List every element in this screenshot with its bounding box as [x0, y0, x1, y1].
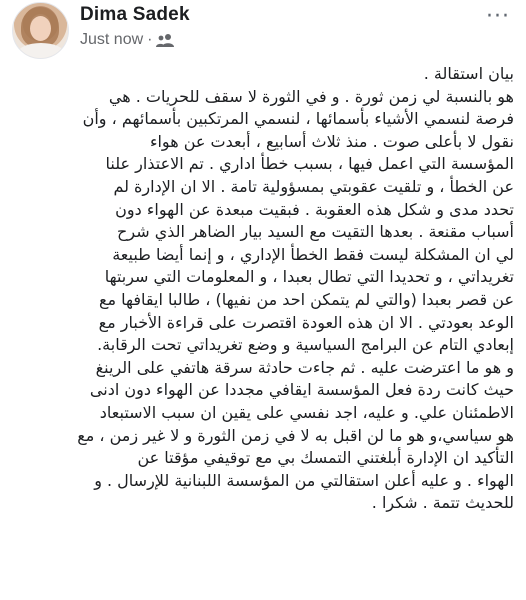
post-text-line: لي ان المشكلة ليست فقط الخطأ الإداري ، و إنما أيضا طبيعة	[112, 244, 514, 264]
post-text-line: عن قصر بعبدا (والتي لم يتمكن احد من نفيها) ، طالبا ايقافها مع	[98, 289, 514, 309]
post-text-line: الوعد بعودتي . الا ان هذه العودة اقتصرت على قراءة الأخبار مع	[98, 312, 514, 332]
post-text-line: أسباب مقنعة . بعدها التقيت مع السيد بيار الضاهر الذي شرح	[117, 222, 514, 242]
post-body	[6, 63, 514, 515]
post-text-line: هو بالنسبة لي زمن ثورة . و في الثورة لا سقف للحريات . هي	[108, 86, 514, 106]
more-options-button[interactable]: ···	[486, 4, 510, 29]
friends-icon[interactable]	[156, 33, 174, 47]
post-text-line: الهواء . و عليه أعلن استقالتي من المؤسسة اللبنانية للإرسال . و	[94, 470, 514, 490]
post-meta	[80, 31, 174, 49]
post-text-line: حيث كانت ردة فعل المؤسسة ايقافي مجددا عن الهواء دون ادنى	[89, 380, 514, 400]
post-text-line: و هو ما اعترضت عليه . ثم جاءت حادثة سرقة هاتفي على الرينغ	[95, 357, 514, 377]
timestamp-separator: ·	[147, 31, 153, 48]
author-name[interactable]: Dima Sadek	[80, 4, 190, 25]
post-text-line: هو سياسي،و هو ما لن اقبل به لا في زمن الثورة و لا غير زمن ، مع	[77, 425, 514, 445]
avatar[interactable]	[12, 2, 69, 59]
post-text-line: فرصة لنسمي الأشياء بأسمائها ، لنسمي المرتكبين بأسمائهم ، وأن	[82, 109, 514, 129]
post-text-line: الاطمئنان علي. و عليه، اجد نفسي على يقين ان سبب الاستبعاد	[99, 402, 514, 422]
post-text-line: تحدد مدى و شكل هذه العقوبة . فبقيت مبعدة عن الهواء دون	[115, 199, 514, 219]
post-text-line: المؤسسة التي اعمل فيها ، بسبب خطأ اداري . تم الاعتذار علنا	[105, 154, 514, 174]
post-text-line: بيان استقالة .	[423, 64, 514, 83]
post-header	[0, 0, 526, 60]
post-text-line: التأكيد ان الإدارة أبلغتني التمسك بي مع توقيفي مؤقتا عن	[137, 448, 514, 468]
avatar-face	[30, 16, 51, 41]
timestamp[interactable]: Just now	[80, 31, 144, 48]
post-text-line: إبعادي التام عن البرامج السياسية و وضع تغريداتي تحت الرقابة.	[97, 335, 514, 355]
avatar-shoulders	[18, 43, 64, 59]
post-text-line: للحديث تتمة . شكرا .	[371, 493, 514, 513]
post-text-line: نقول لا بأعلى صوت . منذ ثلاث أسابيع ، أبعدت عن هواء	[149, 131, 514, 151]
post-text-line: عن الخطأ ، و تلقيت عقوبتي بمسؤولية تامة . الا ان الإدارة لم	[113, 176, 514, 196]
post-text-line: تغريداتي ، و تحديدا التي تطال بعبدا ، و المعلومات التي سربتها	[104, 267, 514, 287]
